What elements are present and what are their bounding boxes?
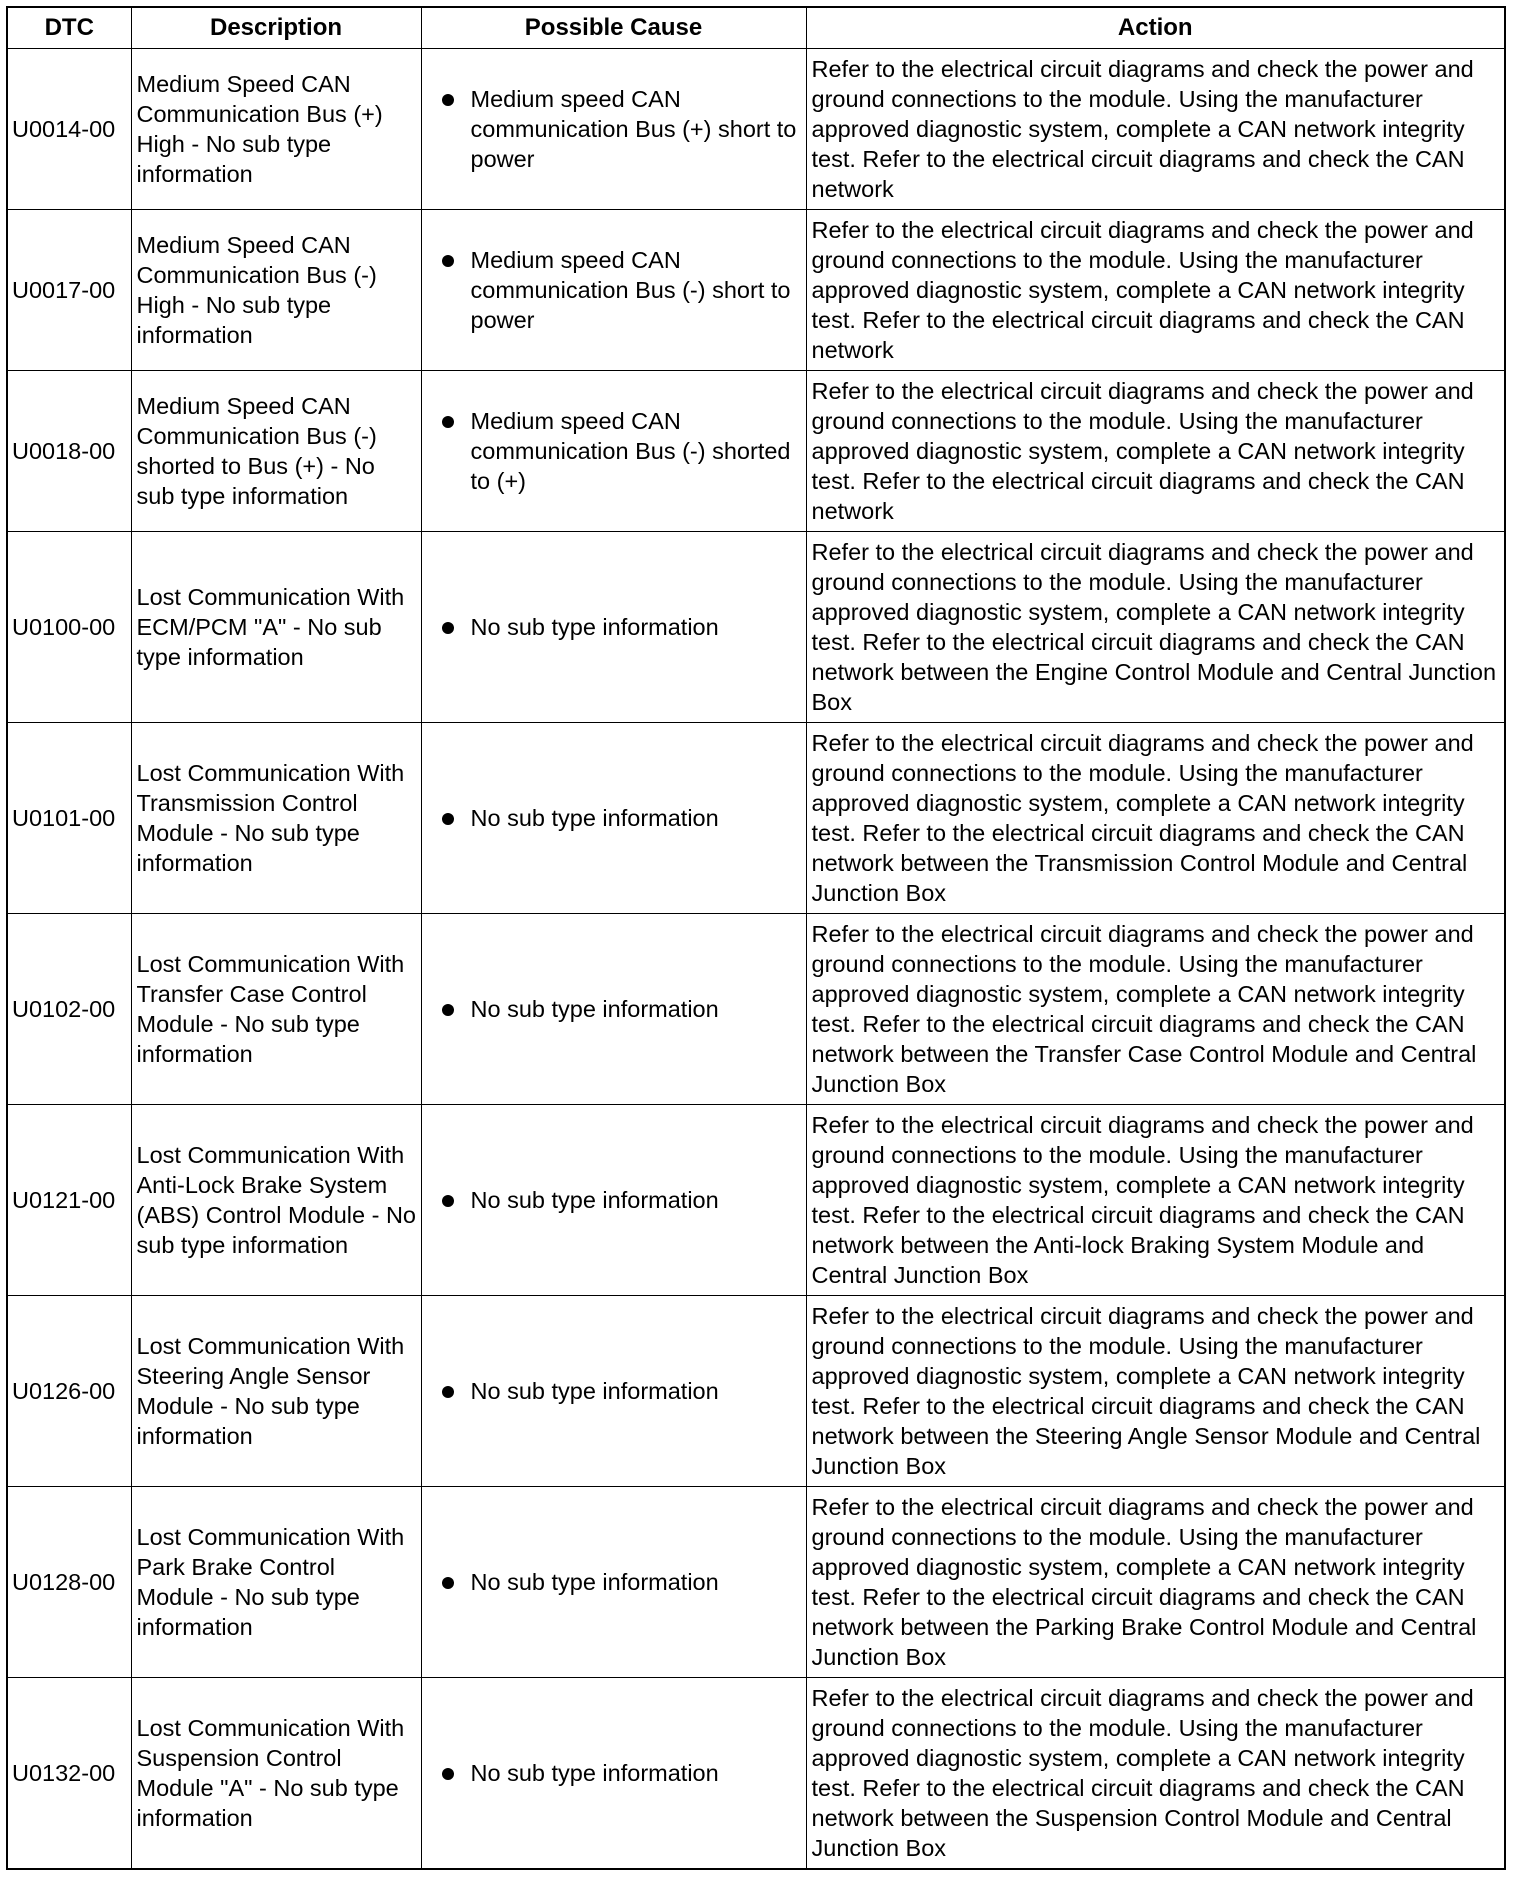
possible-cause bbox=[421, 723, 806, 914]
header-action: Action bbox=[806, 7, 1505, 49]
dtc-code: U0132-00 bbox=[7, 1678, 131, 1869]
bullet-icon bbox=[442, 1386, 454, 1398]
dtc-action: Refer to the electrical circuit diagrams and check the power and ground connections to the module. Using the manufacturer approved diagnostic system, complete a CAN network integrity test. Refer to the electrical circuit diagrams and check the CAN network between the Engine Control Module and Central Junction Box bbox=[806, 532, 1505, 723]
dtc-description: Lost Communication With Transfer Case Control Module - No sub type information bbox=[131, 914, 421, 1105]
header-possible-cause: Possible Cause bbox=[421, 7, 806, 49]
possible-cause bbox=[421, 49, 806, 210]
possible-cause bbox=[421, 371, 806, 532]
dtc-code: U0017-00 bbox=[7, 210, 131, 371]
possible-cause-text: No sub type information bbox=[470, 1759, 719, 1786]
possible-cause-text: Medium speed CAN communication Bus (-) shorted to (+) bbox=[470, 408, 791, 494]
dtc-action: Refer to the electrical circuit diagrams and check the power and ground connections to the module. Using the manufacturer approved diagnostic system, complete a CAN network integrity test. Refer to the electrical circuit diagrams and check the CAN network between the Anti-lock Braking System Module and Central Junction Box bbox=[806, 1105, 1505, 1296]
possible-cause bbox=[421, 1487, 806, 1678]
bullet-icon bbox=[442, 1195, 454, 1207]
bullet-icon bbox=[442, 1577, 454, 1589]
bullet-icon bbox=[442, 255, 454, 267]
dtc-action: Refer to the electrical circuit diagrams and check the power and ground connections to the module. Using the manufacturer approved diagnostic system, complete a CAN network integrity test. Refer to the electrical circuit diagrams and check the CAN network between the Suspension Control Module and Central Junction Box bbox=[806, 1678, 1505, 1869]
dtc-code: U0100-00 bbox=[7, 532, 131, 723]
dtc-description: Lost Communication With ECM/PCM "A" - No sub type information bbox=[131, 532, 421, 723]
dtc-description: Lost Communication With Park Brake Control Module - No sub type information bbox=[131, 1487, 421, 1678]
dtc-action: Refer to the electrical circuit diagrams and check the power and ground connections to the module. Using the manufacturer approved diagnostic system, complete a CAN network integrity test. Refer to the electrical circuit diagrams and check the CAN network between the Parking Brake Control Module and Central Junction Box bbox=[806, 1487, 1505, 1678]
dtc-description: Lost Communication With Transmission Control Module - No sub type information bbox=[131, 723, 421, 914]
dtc-table bbox=[6, 6, 1506, 1870]
possible-cause bbox=[421, 914, 806, 1105]
dtc-action: Refer to the electrical circuit diagrams and check the power and ground connections to the module. Using the manufacturer approved diagnostic system, complete a CAN network integrity test. Refer to the electrical circuit diagrams and check the CAN network bbox=[806, 210, 1505, 371]
dtc-action: Refer to the electrical circuit diagrams and check the power and ground connections to the module. Using the manufacturer approved diagnostic system, complete a CAN network integrity test. Refer to the electrical circuit diagrams and check the CAN network bbox=[806, 371, 1505, 532]
bullet-icon bbox=[442, 622, 454, 634]
dtc-code: U0101-00 bbox=[7, 723, 131, 914]
bullet-icon bbox=[442, 1768, 454, 1780]
table-row bbox=[7, 532, 1505, 723]
dtc-action: Refer to the electrical circuit diagrams and check the power and ground connections to the module. Using the manufacturer approved diagnostic system, complete a CAN network integrity test. Refer to the electrical circuit diagrams and check the CAN network bbox=[806, 49, 1505, 210]
possible-cause-text: No sub type information bbox=[470, 1569, 719, 1595]
possible-cause-text: No sub type information bbox=[470, 996, 719, 1022]
dtc-description: Lost Communication With Suspension Control Module "A" - No sub type information bbox=[131, 1678, 421, 1869]
table-row bbox=[7, 210, 1505, 371]
table-row bbox=[7, 1296, 1505, 1487]
dtc-code: U0126-00 bbox=[7, 1296, 131, 1487]
table-row bbox=[7, 1678, 1505, 1869]
bullet-icon bbox=[442, 416, 454, 428]
dtc-code: U0014-00 bbox=[7, 49, 131, 210]
table-row bbox=[7, 914, 1505, 1105]
dtc-description: Lost Communication With Anti-Lock Brake System (ABS) Control Module - No sub type information bbox=[131, 1105, 421, 1296]
bullet-icon bbox=[442, 1004, 454, 1016]
dtc-description: Medium Speed CAN Communication Bus (-) High - No sub type information bbox=[131, 210, 421, 371]
dtc-code: U0102-00 bbox=[7, 914, 131, 1105]
table-row bbox=[7, 723, 1505, 914]
bullet-icon bbox=[442, 94, 454, 106]
dtc-description: Medium Speed CAN Communication Bus (+) High - No sub type information bbox=[131, 49, 421, 210]
dtc-sheet bbox=[6, 6, 1504, 1870]
possible-cause-text: No sub type information bbox=[470, 1187, 719, 1213]
dtc-action: Refer to the electrical circuit diagrams and check the power and ground connections to the module. Using the manufacturer approved diagnostic system, complete a CAN network integrity test. Refer to the electrical circuit diagrams and check the CAN network between the Transfer Case Control Module and Central Junction Box bbox=[806, 914, 1505, 1105]
possible-cause bbox=[421, 1105, 806, 1296]
possible-cause bbox=[421, 1678, 806, 1869]
possible-cause-text: No sub type information bbox=[470, 1378, 719, 1404]
possible-cause-text: No sub type information bbox=[470, 614, 719, 640]
dtc-description: Lost Communication With Steering Angle Sensor Module - No sub type information bbox=[131, 1296, 421, 1487]
possible-cause-text: Medium speed CAN communication Bus (-) short to power bbox=[470, 247, 791, 333]
dtc-description: Medium Speed CAN Communication Bus (-) shorted to Bus (+) - No sub type information bbox=[131, 371, 421, 532]
table-row bbox=[7, 371, 1505, 532]
dtc-code: U0018-00 bbox=[7, 371, 131, 532]
header-dtc: DTC bbox=[7, 7, 131, 49]
header-description: Description bbox=[131, 7, 421, 49]
bullet-icon bbox=[442, 813, 454, 825]
possible-cause-text: Medium speed CAN communication Bus (+) short to power bbox=[470, 86, 797, 172]
table-row bbox=[7, 49, 1505, 210]
possible-cause bbox=[421, 532, 806, 723]
possible-cause bbox=[421, 1296, 806, 1487]
dtc-action: Refer to the electrical circuit diagrams and check the power and ground connections to the module. Using the manufacturer approved diagnostic system, complete a CAN network integrity test. Refer to the electrical circuit diagrams and check the CAN network between the Steering Angle Sensor Module and Central Junction Box bbox=[806, 1296, 1505, 1487]
dtc-code: U0121-00 bbox=[7, 1105, 131, 1296]
dtc-code: U0128-00 bbox=[7, 1487, 131, 1678]
header-row bbox=[7, 7, 1505, 49]
dtc-action: Refer to the electrical circuit diagrams and check the power and ground connections to the module. Using the manufacturer approved diagnostic system, complete a CAN network integrity test. Refer to the electrical circuit diagrams and check the CAN network between the Transmission Control Module and Central Junction Box bbox=[806, 723, 1505, 914]
possible-cause-text: No sub type information bbox=[470, 805, 719, 831]
table-row bbox=[7, 1105, 1505, 1296]
possible-cause bbox=[421, 210, 806, 371]
table-row bbox=[7, 1487, 1505, 1678]
